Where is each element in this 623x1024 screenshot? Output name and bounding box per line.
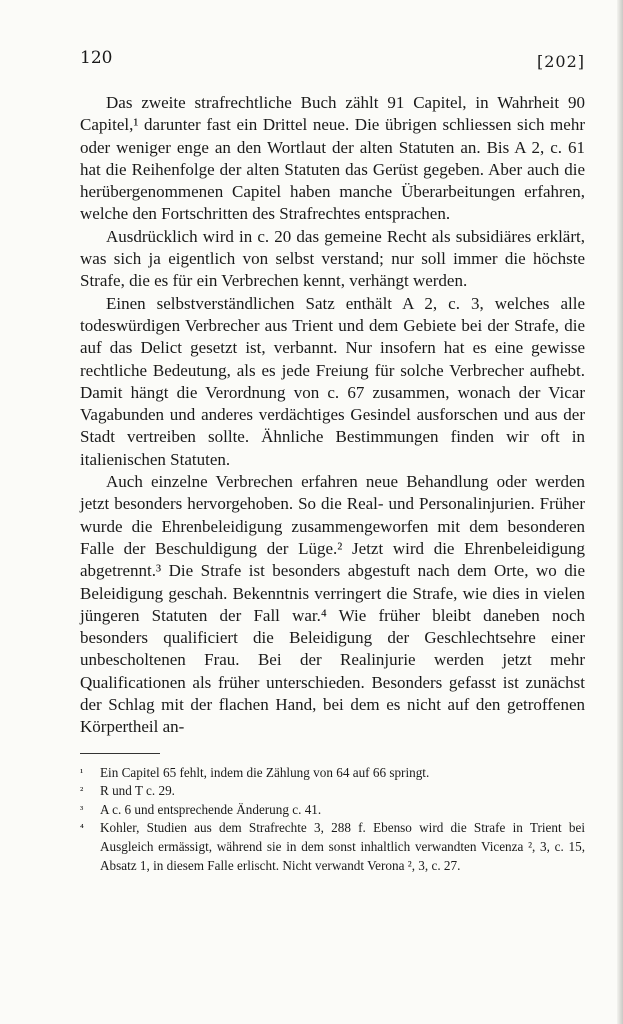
footnote-divider — [80, 753, 160, 754]
footnote-text: R und T c. 29. — [100, 783, 175, 799]
footnote — [80, 782, 585, 801]
page-header — [80, 48, 585, 92]
paragraph: Ausdrücklich wird in c. 20 das gemeine Recht als subsidiäres erklärt, was sich ja eigentlich von selbst verstand; nur soll immer die höchste Strafe, die es für ein Verbrechen kennt, verhängt werden. — [80, 226, 585, 291]
footnote-mark: ⁴ — [80, 822, 84, 835]
footnote-text: Ein Capitel 65 fehlt, indem die Zählung von 64 auf 66 springt. — [100, 764, 430, 780]
footnote-mark: ³ — [80, 803, 84, 816]
page-number: 120 — [80, 48, 113, 68]
body-text — [80, 92, 585, 739]
footnote-mark: ¹ — [80, 766, 84, 779]
page-edge-shadow — [617, 0, 623, 1024]
book-page — [80, 48, 585, 875]
page-reference: [202] — [536, 52, 585, 71]
footnote — [80, 801, 585, 820]
paragraph: Einen selbstverständlichen Satz enthält A 2, c. 3, welches alle todeswürdigen Verbrecher aus Trient und dem Gebiete bei der Strafe, die auf das Delict gesetzt ist, verbannt. Nur insofern hat es eine gewisse rechtliche Bedeutung, als es jede Freiung für solche Verbrecher aufhebt. Damit hängt die Verordnung von c. 67 zusammen, wonach der Vicar Vagabunden und anderes verdächtiges Gesindel ausforschen und aus der Stadt vertreiben sollte. Ähnliche Bestimmungen finden wir oft in italienischen Statuten. — [80, 293, 585, 469]
footnote-mark: ² — [80, 785, 84, 798]
footnote-text: Kohler, Studien aus dem Strafrechte 3, 288 f. Ebenso wird die Strafe in Trient bei Ausgleich ermässigt, während sie in dem sonst inhaltlich verwandten Vicenza ², 3, c. 15, Absatz 1, in diesem Falle erlischt. Nicht verwandt Verona ², 3, c. 27. — [100, 820, 585, 873]
footnote — [80, 819, 585, 875]
footnote-text: A c. 6 und entsprechende Änderung c. 41. — [100, 801, 322, 817]
footnote — [80, 764, 585, 783]
paragraph: Das zweite strafrechtliche Buch zählt 91 Capitel, in Wahrheit 90 Capitel,¹ darunter fast ein Drittel neue. Die übrigen schliessen sich mehr oder weniger enge an den Wortlaut der alten Statuten an. Bis A 2, c. 61 hat die Reihenfolge der alten Statuten das Gerüst gegeben. Aber auch die herübergenommenen Capitel haben manche Überarbeitungen erfahren, welche den Fortschritten des Strafrechtes entsprachen. — [80, 93, 585, 224]
footnotes — [80, 764, 585, 876]
paragraph: Auch einzelne Verbrechen erfahren neue Behandlung oder werden jetzt besonders hervorgehoben. So die Real- und Personalinjurien. Früher wurde die Ehrenbeleidigung zusammengeworfen mit dem besonderen Falle der Beschuldigung der Lüge.² Jetzt wird die Ehrenbeleidigung abgetrennt.³ Die Strafe ist besonders abgestuft nach dem Orte, wo die Beleidigung geschah. Bekenntnis verringert die Strafe, wie dies in vielen jüngeren Statuten der Fall war.⁴ Wie früher bleibt daneben noch besonders qualificiert die Beleidigung der Geschlechtsehre einer unbescholtenen Frau. Bei der Realinjurie werden jetzt mehr Qualificationen als früher unterschieden. Besonders gefasst ist zunächst der Schlag mit der flachen Hand, bei dem es nicht auf den getroffenen Körpertheil an- — [80, 472, 585, 737]
